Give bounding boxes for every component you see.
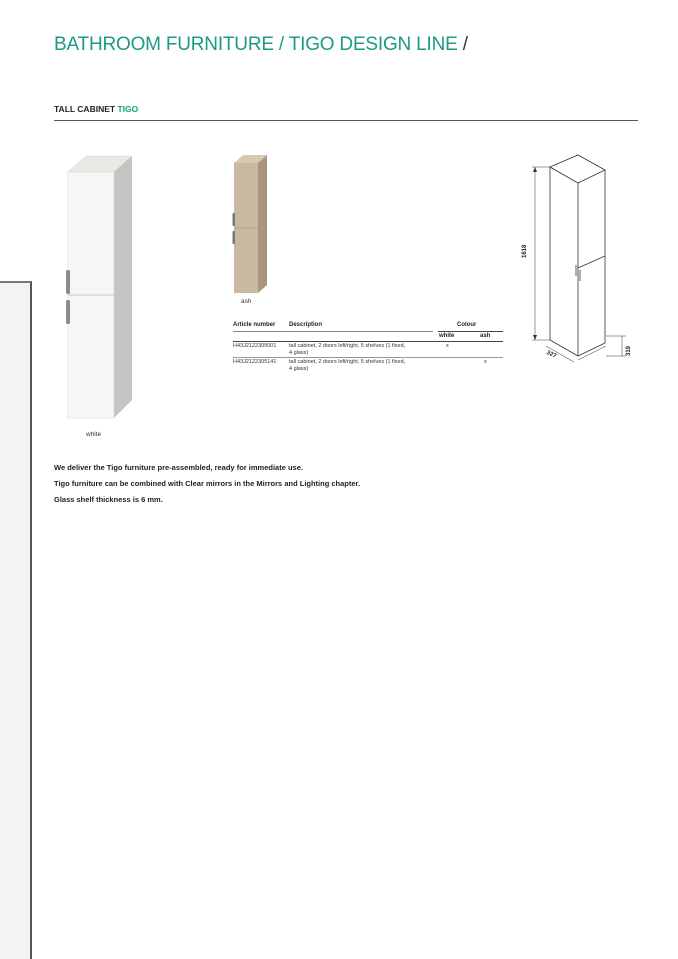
table-rule-top bbox=[438, 331, 503, 332]
page-title bbox=[54, 34, 468, 56]
dimension-width: 327 bbox=[545, 350, 558, 360]
section-heading bbox=[54, 104, 138, 114]
white-caption: white bbox=[86, 431, 102, 438]
row-description-line2: 4 glass) bbox=[289, 366, 309, 372]
ash-caption: ash bbox=[241, 298, 252, 305]
col-header-ash: ash bbox=[480, 333, 491, 339]
row-ash-mark: x bbox=[484, 359, 487, 365]
row-article: H43J2122305141 bbox=[233, 359, 277, 365]
white-cabinet-image bbox=[62, 152, 140, 424]
section-label: TALL CABINET bbox=[54, 104, 116, 114]
table-rule-subheader bbox=[233, 341, 503, 342]
note-mirrors: Tigo furniture can be combined with Clear mirrors in the Mirrors and Lighting chapter. bbox=[54, 479, 361, 488]
note-glass-shelf: Glass shelf thickness is 6 mm. bbox=[54, 495, 163, 504]
dimension-height: 1618 bbox=[522, 244, 528, 258]
page-edge-strip bbox=[0, 281, 32, 959]
row-article: H43J2122305001 bbox=[233, 343, 277, 349]
row-description-line1: tall cabinet, 2 doors left/right, 5 shelves (1 fixed, bbox=[289, 359, 406, 365]
page-title-text: BATHROOM FURNITURE / TIGO DESIGN LINE bbox=[54, 34, 458, 55]
ash-cabinet-image bbox=[230, 153, 270, 295]
section-product-name: TIGO bbox=[117, 104, 139, 114]
table-rule-header bbox=[233, 331, 433, 332]
col-header-article: Article number bbox=[233, 322, 276, 328]
row-description-line2: 4 glass) bbox=[289, 350, 309, 356]
dimension-depth: 319 bbox=[626, 345, 632, 356]
col-header-white: white bbox=[439, 333, 455, 339]
note-preassembled: We deliver the Tigo furniture pre-assembled, ready for immediate use. bbox=[54, 463, 303, 472]
section-divider bbox=[54, 120, 638, 121]
row-white-mark: x bbox=[446, 343, 449, 349]
page-title-slash: / bbox=[462, 34, 468, 55]
col-header-description: Description bbox=[289, 322, 323, 328]
technical-drawing bbox=[520, 150, 640, 375]
table-rule-row bbox=[233, 357, 503, 358]
row-description-line1: tall cabinet, 2 doors left/right, 5 shelves (1 fixed, bbox=[289, 343, 406, 349]
col-header-colour: Colour bbox=[457, 322, 477, 328]
